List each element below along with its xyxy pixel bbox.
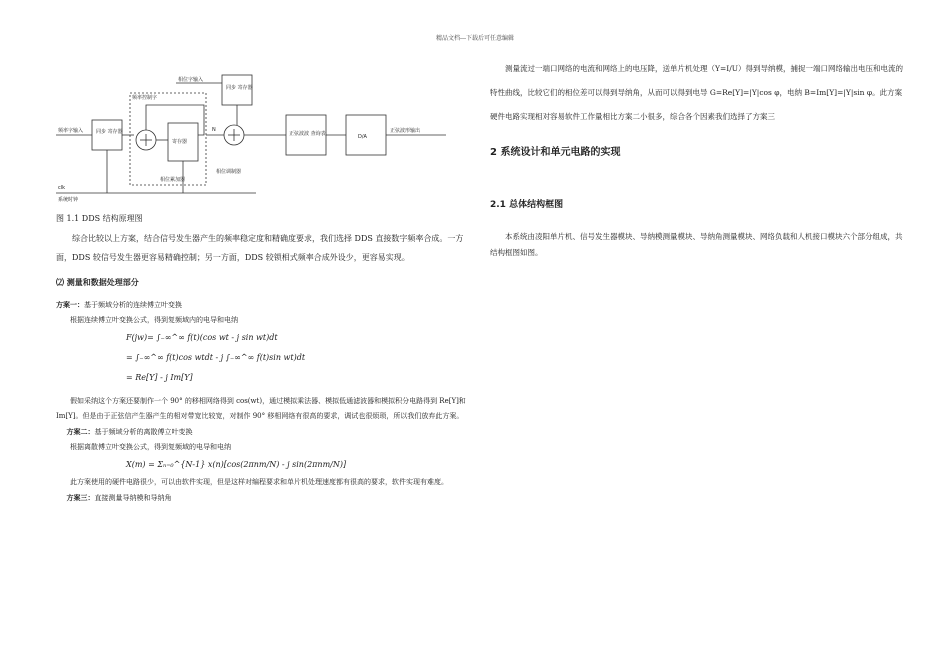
scheme2-intro: 根据离散傅立叶变换公式，得到复频域的电导和电纳 bbox=[70, 443, 231, 451]
scheme1-title: 方案一： bbox=[56, 300, 84, 309]
section-measurement: ⑵ 测量和数据处理部分 bbox=[56, 278, 139, 287]
accum-register-label: 寄存器 bbox=[172, 139, 188, 145]
sys-clk-label: 系统时钟 bbox=[58, 197, 79, 203]
right-column bbox=[490, 57, 905, 261]
scheme1-text: 基于频域分析的连续傅立叶变换 bbox=[84, 301, 182, 309]
clk-label: clk bbox=[58, 185, 66, 191]
left-column bbox=[56, 57, 466, 506]
scheme1-desc: 假如采纳这个方案还要制作一个 90° 的移相网络得到 cos(wt)，通过模拟乘法器、模拟低通滤波器和模拟积分电路得到 Re[Y]和 Im[Y]。但是由于正弦信产生器产生的相对带宽比较宽，对制作 90° 移相网络有很高的要求，调试也很烦琐，所以我们放弃此方案。 bbox=[56, 397, 466, 420]
accumulator-label: 相位累加器 bbox=[160, 177, 186, 183]
accum-top-label: 频率控制字 bbox=[132, 95, 158, 101]
paragraph-scheme3: 测量流过一端口网络的电流和网络上的电压降，送单片机处理（Y=I/U）得到导纳模，捕捉一端口网络输出电压和电流的特性曲线，比较它们的相位差可以得到导纳角，从而可以得到电导 G=Re[Y]=|Y|cos φ，电纳 B=Im[Y]=|Y|sin φ。此方案硬件电路实现相对容易软件工作量相比方案二小很多，综合各个因素我们选择了方案三 bbox=[490, 64, 904, 121]
reg1-label: 同步 寄存器 bbox=[96, 129, 123, 135]
sync-register-1 bbox=[92, 120, 122, 150]
dds-block-diagram bbox=[56, 65, 466, 205]
formula-3: = Re[Y] - j Im[Y] bbox=[126, 373, 193, 382]
phase-mod-label: 相位调制器 bbox=[216, 169, 242, 175]
scheme2-title: 方案二： bbox=[66, 427, 95, 436]
scheme2-desc: 此方案使用的硬件电路很少，可以由软件实现，但是这样对编程要求和单片机处理速度都有很高的要求，软件实现有难度。 bbox=[70, 478, 448, 486]
heading-block-diagram: 2.1 总体结构框图 bbox=[490, 200, 564, 210]
output-label: 正弦波形输出 bbox=[390, 128, 421, 134]
scheme2-text: 基于频域分析的离散傅立叶变换 bbox=[94, 428, 193, 436]
formula-2: = ∫₋∞^∞ f(t)cos wtdt - j ∫₋∞^∞ f(t)sin wt)dt bbox=[126, 353, 306, 362]
dac-label: D/A bbox=[358, 134, 367, 140]
heading-system-design: 2 系统设计和单元电路的实现 bbox=[490, 147, 621, 158]
phase-word-label: 相位字输入 bbox=[178, 77, 204, 83]
formula-1: F(jw)= ∫₋∞^∞ f(t)(cos wt - j sin wt)dt bbox=[126, 333, 278, 342]
n-label: N bbox=[212, 127, 216, 133]
formula-4: X(m) = Σₙ₌₀^{N-1} x(n)[cos(2πnm/N) - j sin(2πnm/N)] bbox=[126, 460, 347, 469]
freq-word-label: 频率字输入 bbox=[58, 128, 84, 134]
scheme3-title: 方案三： bbox=[66, 493, 95, 502]
paragraph-dds-choice: 综合比较以上方案，结合信号发生器产生的频率稳定度和精确度要求，我们选择 DDS 直接数字频率合成。一方面，DDS 较信号发生器更容易精确控制；另一方面，DDS 较锁相式频率合成外设少，更容易实现。 bbox=[56, 234, 464, 262]
rom-label: 正弦波波 查询表 bbox=[289, 131, 326, 137]
reg2-label: 同步 寄存器 bbox=[226, 85, 253, 91]
scheme3-text: 直接测量导纳模和导纳角 bbox=[94, 494, 172, 502]
figure-caption: 图 1.1 DDS 结构原理图 bbox=[56, 214, 143, 223]
paragraph-system-overview: 本系统由凌阳单片机、信号发生器模块、导纳模测量模块、导纳角测量模块、网络负载和人机接口模块六个部分组成，共结构框图如图。 bbox=[490, 232, 903, 257]
page-header: 精品文档---下载后可任意编辑 bbox=[435, 35, 515, 42]
scheme1-intro: 根据连续傅立叶变换公式，得到复频域内的电导和电纳 bbox=[70, 316, 238, 324]
